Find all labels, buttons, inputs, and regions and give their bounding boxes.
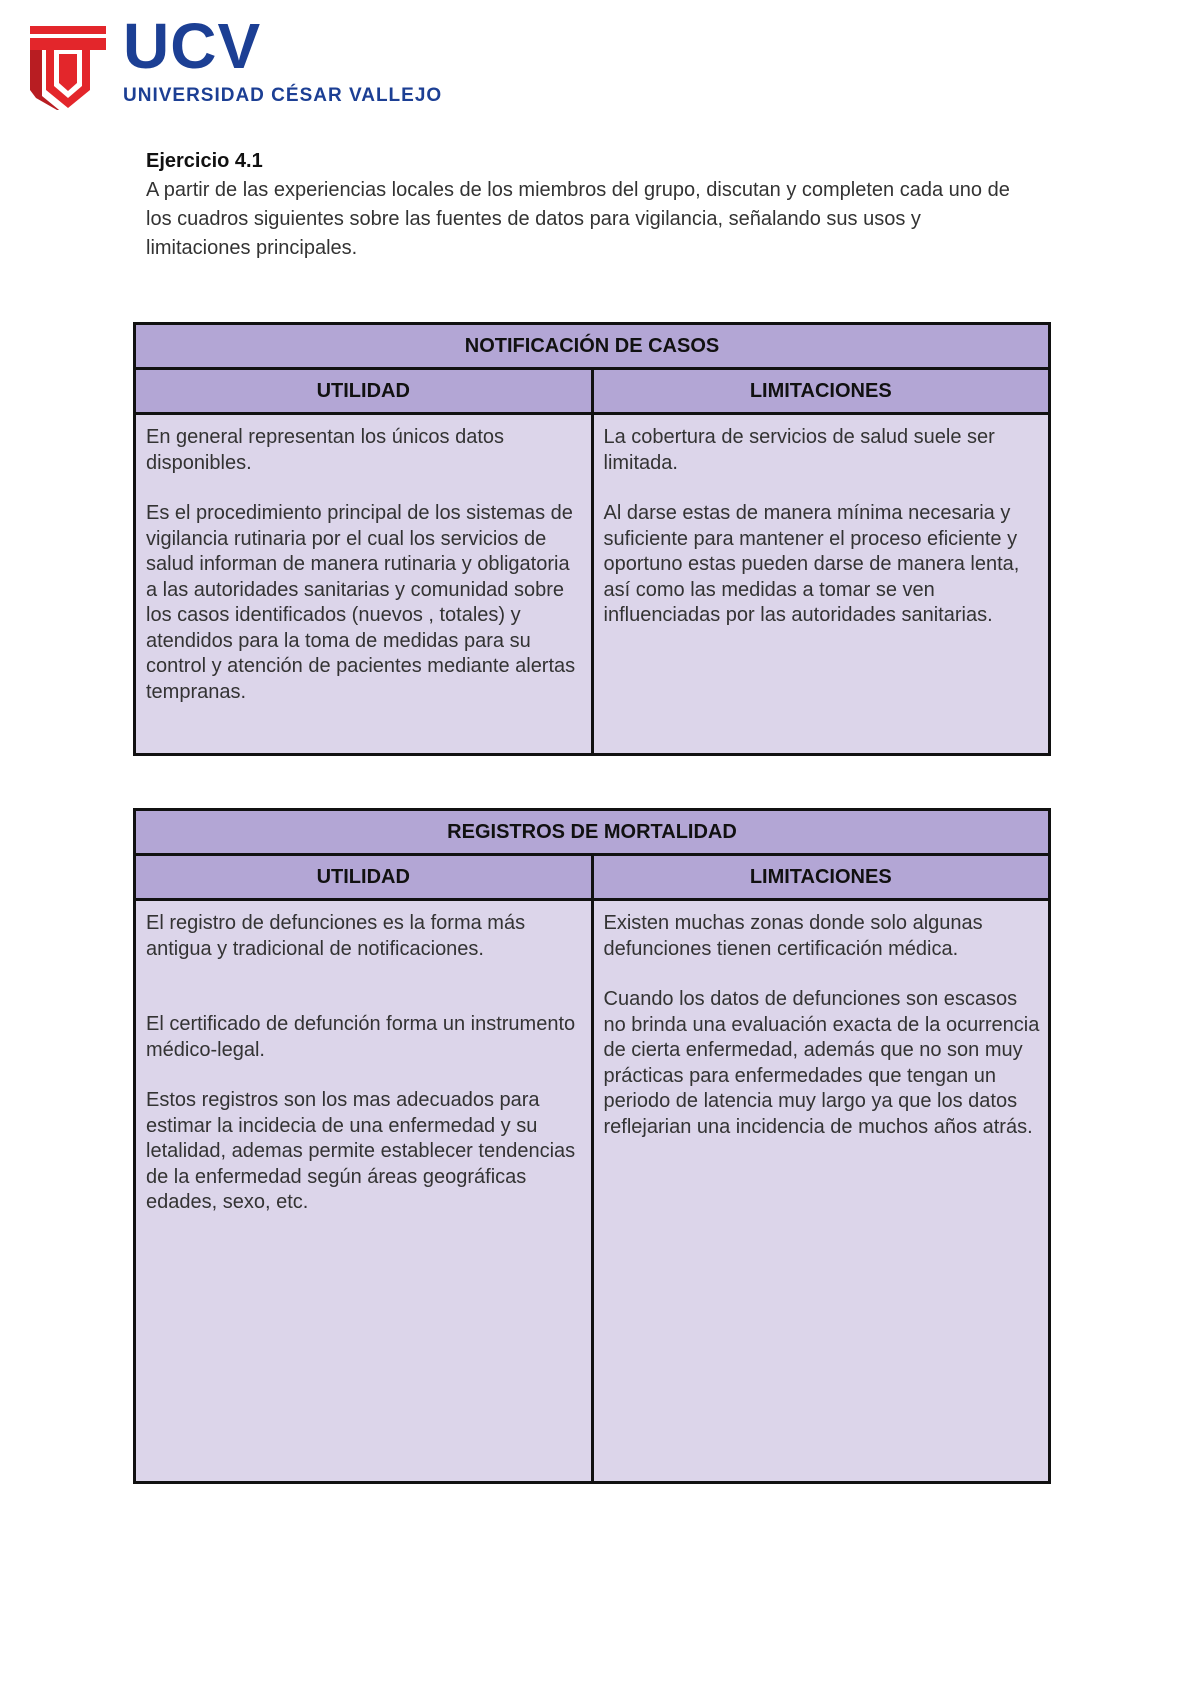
- utilidad-paragraph: El certificado de defunción forma un instrumento médico-legal.: [146, 1013, 576, 1061]
- logo-name: UCV: [123, 10, 262, 82]
- column-header-limitaciones: LIMITACIONES: [592, 369, 1050, 414]
- utilidad-paragraph: En general representan los únicos datos disponibles.: [146, 426, 505, 474]
- column-header-utilidad: UTILIDAD: [135, 369, 593, 414]
- utilidad-paragraph: El registro de defunciones es la forma más antigua y tradicional de notificaciones.: [146, 912, 526, 960]
- limitaciones-paragraph: La cobertura de servicios de salud suele ser limitada.: [603, 426, 995, 474]
- utilidad-cell: [135, 414, 593, 755]
- table-title: REGISTROS DE MORTALIDAD: [135, 810, 1050, 855]
- utilidad-cell: [135, 900, 593, 1483]
- limitaciones-cell: [592, 414, 1050, 755]
- utilidad-paragraph: Es el procedimiento principal de los sistemas de vigilancia rutinaria por el cual los servicios de salud informan de manera rutinaria y obligatoria a las autoridades sanitarias y comunidad sobre los casos identificados (nuevos , totales) y atendidos para la toma de medidas para su control y atención de pacientes mediante alertas tempranas.: [146, 502, 576, 703]
- logo-subtitle: UNIVERSIDAD CÉSAR VALLEJO: [123, 85, 443, 106]
- limitaciones-paragraph: Cuando los datos de defunciones son escasos no brinda una evaluación exacta de la ocurrencia de cierta enfermedad, además que no son muy prácticas para enfermedades que tengan un periodo de latencia muy largo ya que los datos reflejarian una incidencia de muchos años atrás.: [603, 988, 1040, 1138]
- column-header-utilidad: UTILIDAD: [135, 855, 593, 900]
- utilidad-paragraph: Estos registros son los mas adecuados para estimar la incidecia de una enfermedad y su letalidad, ademas permite establecer tendencias de la enfermedad según áreas geográficas edades, sexo, etc.: [146, 1089, 576, 1213]
- exercise-instructions: A partir de las experiencias locales de los miembros del grupo, discutan y completen cada uno de los cuadros siguientes sobre las fuentes de datos para vigilancia, señalando sus usos y limitaciones principales.: [146, 179, 1010, 259]
- table-notificacion-casos: [133, 322, 1051, 756]
- ucv-shield-icon: [28, 20, 108, 110]
- table-title: NOTIFICACIÓN DE CASOS: [135, 324, 1050, 369]
- limitaciones-cell: [592, 900, 1050, 1483]
- table-registros-mortalidad: [133, 808, 1051, 1484]
- limitaciones-paragraph: Existen muchas zonas donde solo algunas defunciones tienen certificación médica.: [603, 912, 983, 960]
- ucv-logo: [28, 10, 443, 115]
- column-header-limitaciones: LIMITACIONES: [592, 855, 1050, 900]
- exercise-title: Ejercicio 4.1: [146, 150, 263, 172]
- limitaciones-paragraph: Al darse estas de manera mínima necesaria y suficiente para mantener el proceso eficiente y oportuno estas pueden darse de manera lenta, así como las medidas a tomar se ven influenciadas por las autoridades sanitarias.: [603, 502, 1020, 626]
- exercise-intro: [146, 147, 1046, 263]
